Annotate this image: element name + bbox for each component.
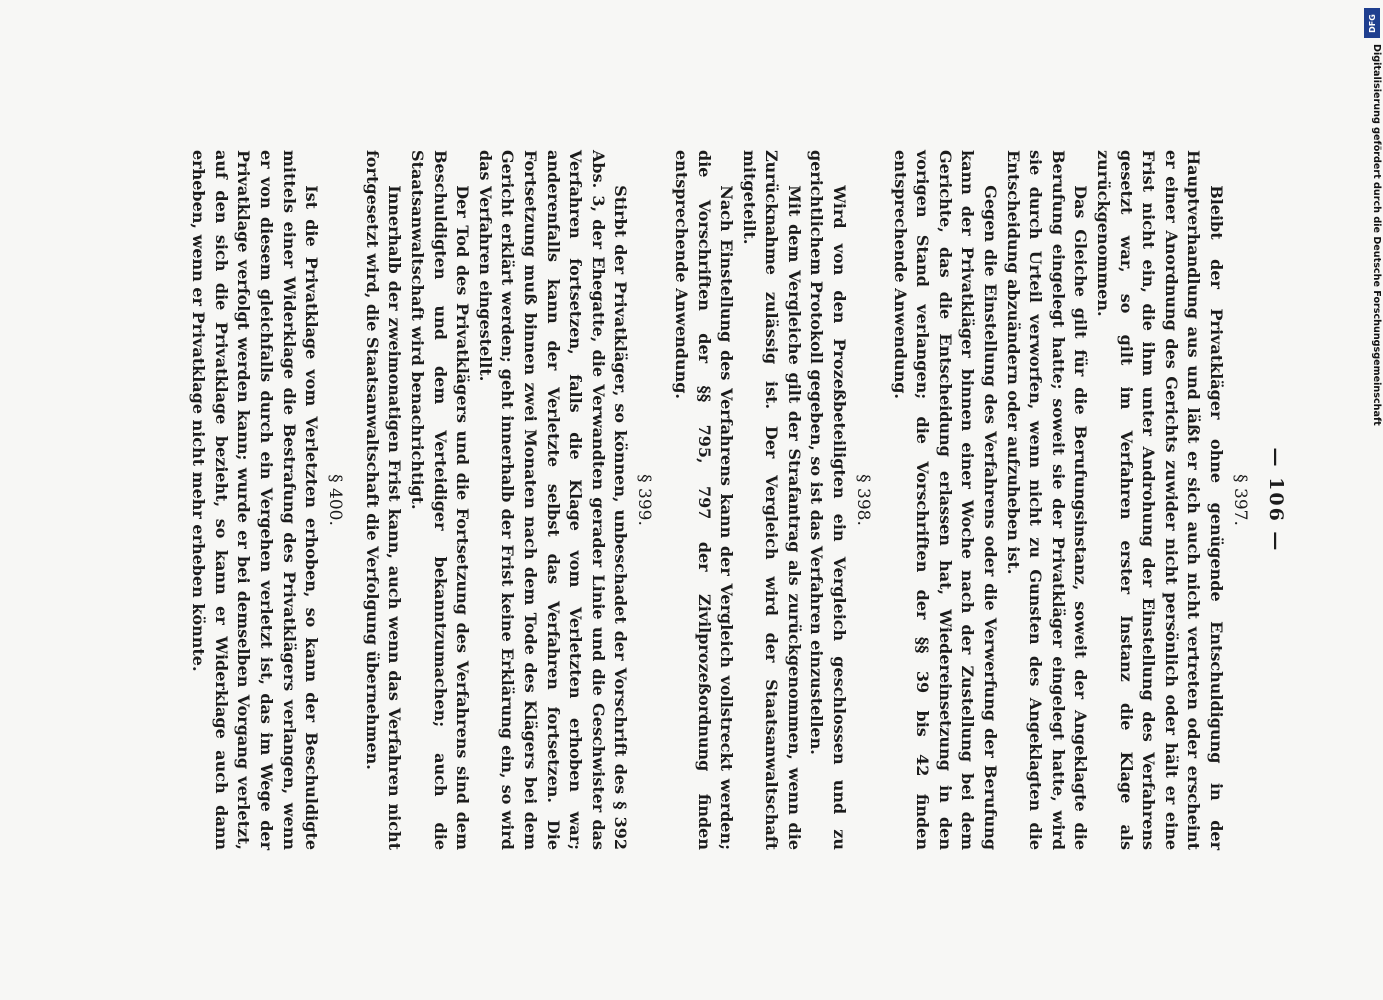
paragraph: Nach Einstellung des Verfahrens kann der Vergleich vollstreckt werden; die Vorschriften der §§ 795, 797 der Zivilprozeßordnung finden entsprechende Anwendung.: [671, 150, 737, 850]
digitization-sidebar: [1360, 8, 1383, 998]
paragraph: Der Tod des Privatklägers und die Fortsetzung des Verfahrens sind dem Beschuldigten und dem Verteidiger bekanntzumachen; auch die Staatsanwaltschaft wird benachrichtigt.: [408, 150, 473, 850]
paragraph: Ist die Privatklage vom Verletzten erhoben, so kann der Beschuldigte mittels einer Widerklage die Bestrafung des Privatklägers verlangen, wenn er von diesem gleichfalls durch ein Vergehen verletzt ist, das im Wege der Privatklage verfolgt werden kann; wurde er bei demselben Vorgang verletzt, auf den sich die Privatklage bezieht, so kann er Widerklage auch dann erheben, wenn er Privatklage nicht mehr erheben könnte.: [189, 150, 322, 850]
dfg-logo-text: DFG: [1367, 13, 1377, 33]
section-399: [360, 150, 655, 850]
funding-notice: Digitalisierung gefördert durch die Deutsche Forschungsgemeinschaft: [1371, 44, 1382, 426]
section-heading: § 398.: [853, 474, 874, 526]
paragraph: Das Gleiche gilt für die Berufungsinstanz, soweit der Angeklagte die Berufung eingelegt hatte; soweit sie der Privatkläger eingelegt hatte, wird sie durch Urteil verworfen, wenn nicht zu Gunsten des Angeklagten die Entscheidung abzuändern oder aufzuheben ist.: [1003, 150, 1091, 850]
section-397: [888, 150, 1251, 850]
paragraph: Mit dem Vergleiche gilt der Strafantrag als zurückgenommen, wenn die Zurücknahme zulässig ist. Der Vergleich wird der Staatsanwaltschaft mitgeteilt.: [739, 150, 804, 850]
section-heading: § 397.: [1230, 474, 1250, 526]
section-heading: § 399.: [634, 474, 655, 526]
page-number: — 106 —: [1265, 447, 1287, 553]
section-heading: § 400.: [325, 474, 346, 526]
dfg-logo-icon: [1364, 8, 1380, 38]
paragraph: Bleibt der Privatkläger ohne genügende Entschuldigung in der Hauptverhandlung aus und läßt er sich auch nicht vertreten oder erscheint er einer Anordnung des Gerichts zuwider nicht persönlich oder hält er eine Frist nicht ein, die ihm unter Androhung der Einstellung des Verfahrens gesetzt war, so gilt im Verfahren erster Instanz die Klage als zurückgenommen.: [1094, 150, 1226, 850]
section-400: [187, 150, 347, 850]
paragraph: Gegen die Einstellung des Verfahrens oder die Verwerfung der Berufung kann der Privatkläger binnen einer Woche nach der Zustellung bei dem Gerichte, das die Entscheidung erlassen hat, Wiedereinsetzung in den vorigen Stand verlangen; die Vorschriften der §§ 39 bis 42 finden entsprechende Anwendung.: [890, 150, 1001, 850]
section-398: [669, 150, 874, 850]
paragraph: Wird von den Prozeßbeteiligten ein Vergleich geschlossen und zu gerichtlichem Protokoll gegeben, so ist das Verfahren einzustellen.: [807, 150, 850, 850]
paragraph: Innerhalb der zweimonatigen Frist kann, auch wenn das Verfahren nicht fortgesetzt wird, die Staatsanwaltschaft die Verfolgung übernehmen.: [362, 150, 405, 850]
page-content: [147, 150, 1287, 850]
paragraph: Stirbt der Privatkläger, so können, unbeschadet der Vorschrift des § 392 Abs. 3, der Ehegatte, die Verwandten gerader Linie und die Geschwister das Verfahren fortsetzen, falls die Klage vom Verletzten erhoben war; anderenfalls kann der Verletzte selbst das Verfahren fortsetzen. Die Fortsetzung muß binnen zwei Monaten nach dem Tode des Klägers bei dem Gericht erklärt werden; geht innerhalb der Frist keine Erklärung ein, so wird das Verfahren eingestellt.: [475, 150, 631, 850]
